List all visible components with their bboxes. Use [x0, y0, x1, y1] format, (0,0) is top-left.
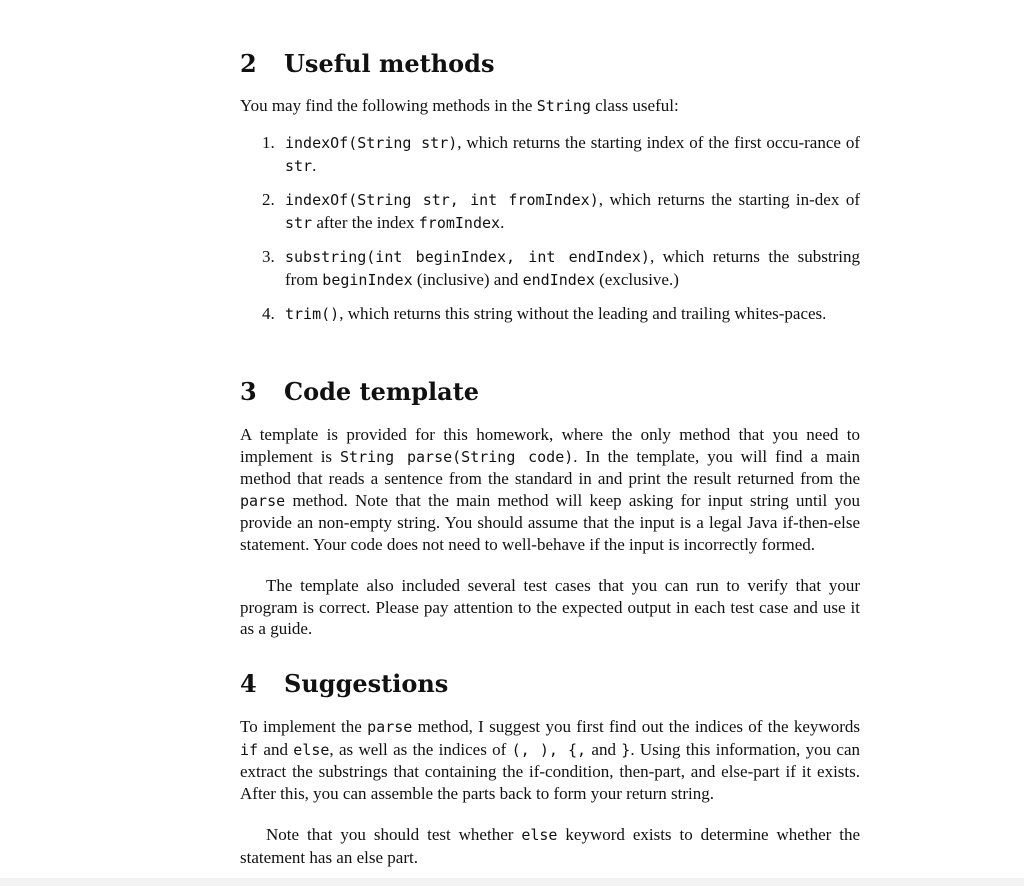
section-heading-useful-methods: [240, 50, 494, 78]
list-number: 2.: [262, 190, 275, 209]
text-run: , which returns the starting in-dex of: [598, 190, 860, 209]
code-run: str: [285, 156, 313, 175]
text-run: method, I suggest you first find out the indices of the keywords: [412, 717, 860, 736]
text-run: (inclusive) and: [412, 269, 523, 289]
suggestions-paragraph-1: [240, 716, 860, 804]
text-run: .: [312, 155, 317, 175]
text-run: (exclusive.): [594, 269, 679, 289]
text-run: , as well as the indices of: [329, 739, 512, 759]
code-run: endIndex: [522, 270, 595, 289]
intro-paragraph: [240, 95, 860, 118]
code-run: }: [621, 740, 631, 759]
text-run: and: [586, 739, 622, 759]
suggestions-paragraph-2: [240, 824, 860, 868]
text-run: Note that you should test whether: [266, 825, 522, 844]
list-number: 4.: [262, 304, 275, 323]
code-run: indexOf(String str): [285, 134, 458, 152]
code-run: str: [285, 213, 313, 232]
text-run: . In the template, you will find a main method that reads a sentence from the standard in and print the result returned from the: [240, 446, 861, 489]
code-run: parse: [240, 491, 286, 510]
code-run: String: [536, 97, 591, 115]
text-run: method. Note that the main method will keep asking for input string until you provide an non-empty string. You should assume that the input is a legal Java if-then-else statement. Your code does not need to well-behave if the input is incorrectly formed.: [240, 490, 860, 554]
text-run: . Using this information, you can extract the substrings that containing the if-condition, then-part, and else-part if it exists. After this, you can assemble the parts back to form your return string.: [240, 739, 861, 803]
section-number: 3: [240, 377, 257, 406]
section-heading-suggestions: [240, 670, 448, 698]
text-run: , which returns the starting index of the first occu-rance of: [457, 133, 860, 152]
code-run: if: [240, 740, 259, 759]
code-run: substring(int beginIndex, int endIndex): [285, 248, 650, 266]
page-bottom-edge: [0, 878, 1024, 886]
section-number: 2: [240, 49, 257, 78]
list-item: [262, 132, 860, 177]
section-title: Suggestions: [284, 669, 449, 698]
code-run: String parse(String code): [340, 447, 574, 466]
list-item: [262, 189, 860, 234]
list-number: 1.: [262, 133, 275, 152]
text-run: keyword exists to determine whether the statement has an else part.: [240, 825, 860, 867]
text-run: The template also included several test cases that you can run to verify that your program is correct. Please pay attention to the expected output in each test case and use it as a guide.: [240, 576, 860, 639]
section-number: 4: [240, 669, 257, 698]
section-title: Code template: [284, 377, 480, 406]
code-run: beginIndex: [322, 270, 413, 289]
text-run: , which returns the substring from: [285, 247, 861, 289]
text-run: You may find the following methods in the: [240, 96, 537, 115]
code-run: trim(): [285, 305, 340, 323]
text-run: .: [500, 212, 505, 232]
text-run: A template is provided for this homework, where the only method that you need to implement is: [240, 425, 860, 466]
code-template-paragraph-1: [240, 424, 860, 556]
list-item: [262, 246, 860, 291]
text-run: To implement the: [240, 717, 368, 736]
list-number: 3.: [262, 247, 275, 266]
code-run: else: [293, 740, 330, 759]
text-run: and: [258, 739, 294, 759]
section-title: Useful methods: [284, 49, 495, 78]
code-run: parse: [367, 718, 413, 736]
text-run: , which returns this string without the leading and trailing whites-paces.: [339, 304, 827, 323]
section-heading-code-template: [240, 378, 479, 406]
code-run: indexOf(String str, int fromIndex): [285, 191, 599, 209]
code-run: fromIndex: [418, 213, 501, 232]
code-template-paragraph-2: [240, 575, 860, 640]
list-item: [262, 303, 860, 326]
text-run: after the index: [312, 212, 419, 232]
code-run: (, ), {,: [511, 740, 587, 759]
code-run: else: [521, 826, 558, 844]
text-run: class useful:: [590, 96, 679, 115]
